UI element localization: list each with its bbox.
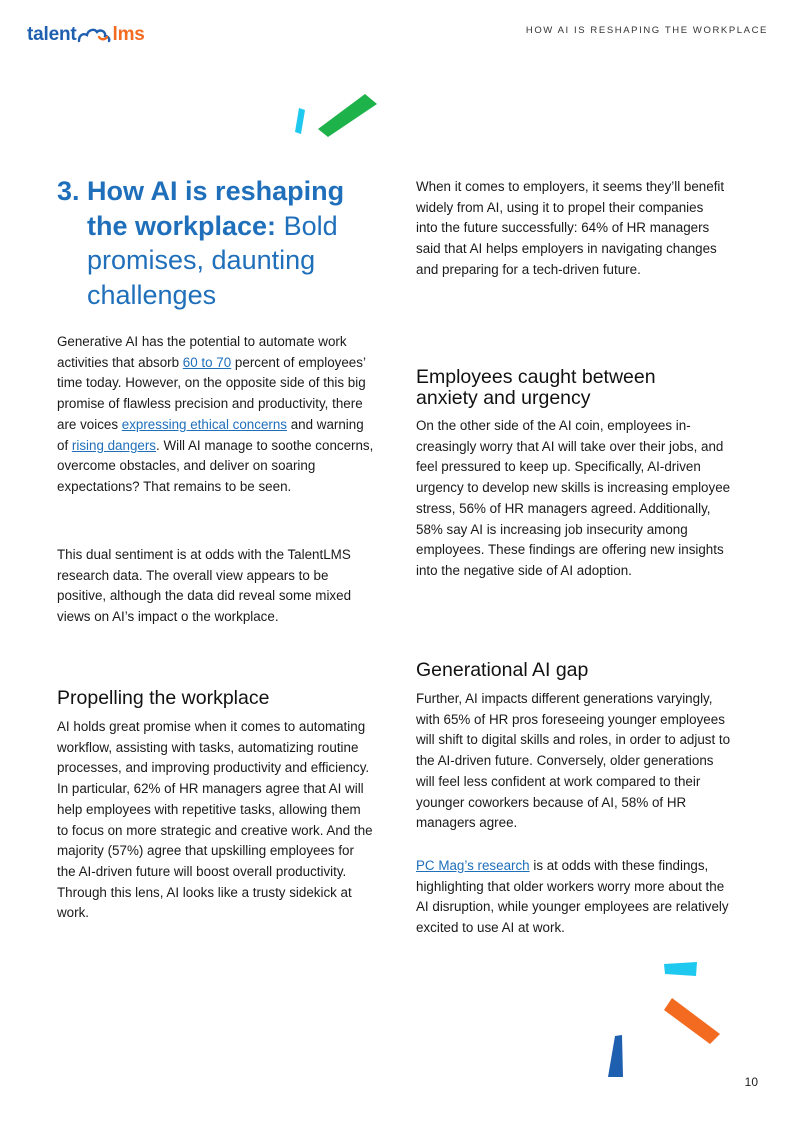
heading-line-3: promises, daunting bbox=[87, 245, 316, 275]
text-run: . Will AI manage to soothe concerns, overcome obstacles, and deliver on soaring expectations? That remains to be seen. bbox=[57, 437, 374, 494]
decorative-shapes-top bbox=[290, 90, 390, 140]
link-expressing-ethical-concerns[interactable]: expressing ethical concerns bbox=[121, 416, 287, 432]
heading-bold-part: How AI is reshaping bbox=[87, 176, 345, 206]
cloud-logo-icon bbox=[77, 27, 111, 43]
left-paragraph-1 bbox=[57, 332, 375, 498]
link-60-to-70[interactable]: 60 to 70 bbox=[182, 354, 232, 370]
text-run: is at odds with these findings, highlighting that older workers worry more about the AI disruption, while younger employees are relatively excited to use AI at work. bbox=[416, 858, 729, 936]
text-run: percent of employees’ time today. However, on the opposite side of this big promise of flawless precision and productivity, there are voices bbox=[57, 354, 366, 432]
heading-bold-part-2: the workplace: bbox=[87, 210, 277, 241]
talentlms-logo bbox=[27, 24, 145, 46]
heading-light-part: Bold bbox=[283, 210, 338, 241]
paragraph-text: On the other side of the AI coin, employees increasingly worry that AI will take over their jobs, and feel pressured to keep up. Specifically, AI-driven urgency to develop new skills is increasing employee stress, 56% of HR managers agreed. Additionally, 58% say AI is increasing job insecurity among employees. These findings are offering new insights into the negative side of AI adoption. bbox=[416, 418, 731, 578]
link-rising-dangers[interactable]: rising dangers bbox=[71, 437, 157, 453]
text-run: and warning of bbox=[57, 416, 364, 453]
heading-line-4: challenges bbox=[87, 279, 217, 310]
subhead-employees-caught: Employees caught between anxiety and urgency bbox=[416, 366, 656, 409]
link-pc-mag-research[interactable]: PC Mag’s research bbox=[416, 858, 530, 873]
paragraph-text: Further, AI impacts different generations varyingly, with 65% of HR pros foreseeing younger employees will shift to digital skills and roles, in order to adjust to the AI-driven future. Conversely, older generations will feel less confident at work compared to their younger coworkers because of AI, 58% of HR managers agree. bbox=[416, 691, 731, 831]
paragraph-text: This dual sentiment is at odds with the TalentLMS research data. The overall view appears to be positive, although the data did reveal some mixed views on AI’s impact o the workplace. bbox=[57, 547, 352, 625]
text-run: Generative AI has the potential to automate work activities that absorb bbox=[57, 334, 347, 370]
subhead-generational-gap: Generational AI gap bbox=[416, 659, 589, 681]
decorative-shapes-bottom bbox=[600, 958, 730, 1083]
left-paragraph-3 bbox=[57, 717, 375, 924]
right-paragraph-3 bbox=[416, 689, 734, 834]
paragraph-text: When it comes to employers, it seems they’ll benefit widely from AI, using it to propel their companies into the future successfully: 64% of HR managers said that AI helps employers in navigating changes and preparing for a tech-driven future. bbox=[416, 179, 725, 277]
section-heading bbox=[57, 174, 377, 312]
right-paragraph-2 bbox=[416, 416, 738, 582]
right-paragraph-1 bbox=[416, 177, 726, 281]
right-paragraph-4 bbox=[416, 856, 734, 939]
running-head: HOW AI IS RESHAPING THE WORKPLACE bbox=[525, 25, 768, 36]
section-number: 3. bbox=[57, 176, 80, 206]
left-paragraph-2 bbox=[57, 545, 375, 628]
logo-talent-text: talent bbox=[27, 24, 77, 45]
logo-lms-text: lms bbox=[112, 24, 145, 45]
subhead-propelling: Propelling the workplace bbox=[57, 687, 270, 709]
page-number: 10 bbox=[744, 1075, 758, 1089]
paragraph-text: AI holds great promise when it comes to automating workflow, assisting with tasks, automatizing routine processes, and improving productivity and efficiency. In particular, 62% of HR managers agree that AI will help employees with repetitive tasks, allowing them to focus on more strategic and creative work. And the majority (57%) agree that upskilling employees for the AI-driven future will boost overall productivity. Through this lens, AI looks like a trusty sidekick at work. bbox=[57, 719, 373, 921]
